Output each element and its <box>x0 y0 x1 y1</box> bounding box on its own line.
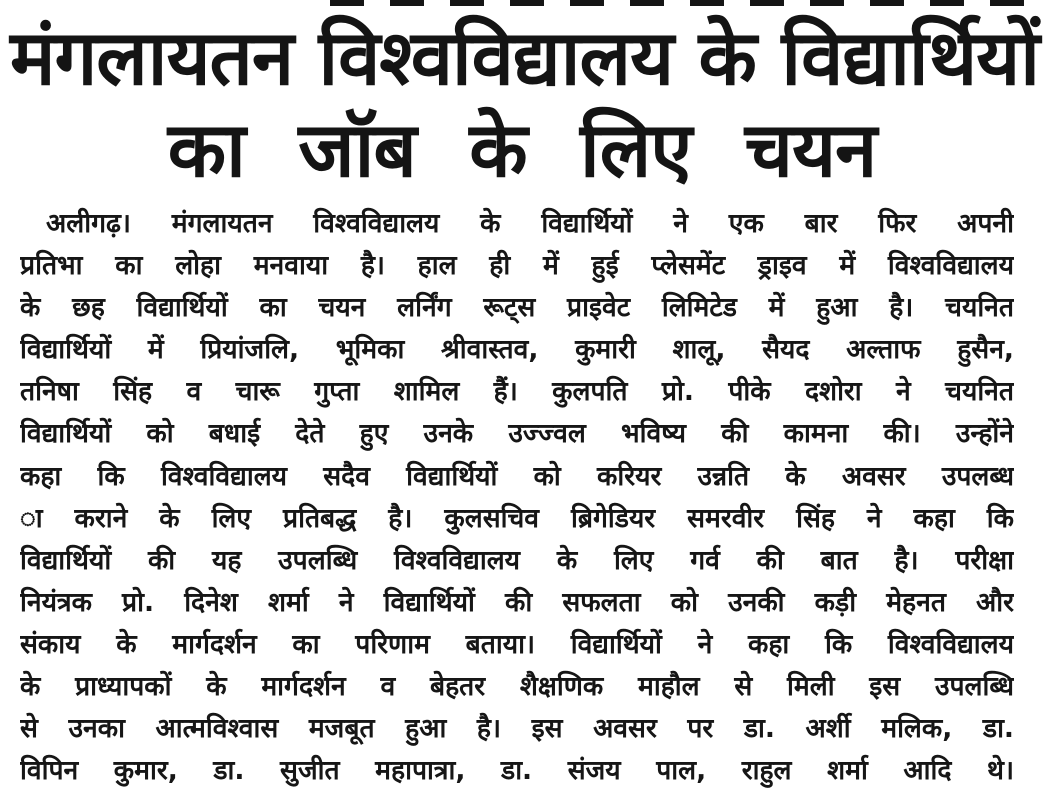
body-line: विद्यार्थियों में प्रियांजलि, भूमिका श्रीवास्तव, कुमारी शालू, सैयद अल्ताफ हुसैन, <box>20 334 1014 366</box>
body-line: प्रतिभा का लोहा मनवाया है। हाल ही में हुई प्लेसमेंट ड्राइव में विश्वविद्यालय <box>20 250 1014 282</box>
body-line: नियंत्रक प्रो. दिनेश शर्मा ने विद्यार्थियों की सफलता को उनकी कड़ी मेहनत और <box>20 586 1014 618</box>
body-line: विद्यार्थियों को बधाई देते हुए उनके उज्ज्वल भविष्य की कामना की। उन्होंने <box>20 418 1014 450</box>
body-line: विद्यार्थियों की यह उपलब्धि विश्वविद्यालय के लिए गर्व की बात है। परीक्षा <box>20 544 1014 576</box>
body-line: ा कराने के लिए प्रतिबद्ध है। कुलसचिव ब्रिगेडियर समरवीर सिंह ने कहा कि <box>20 502 1014 534</box>
body-line: अलीगढ़। मंगलायतन विश्वविद्यालय के विद्यार्थियों ने एक बार फिर अपनी <box>46 208 1014 239</box>
body-line: के छह विद्यार्थियों का चयन लर्निंग रूट्स प्राइवेट लिमिटेड में हुआ है। चयनित <box>20 292 1014 324</box>
headline-line-2: का जॉब के लिए चयन <box>167 105 877 194</box>
cropped-previous-headline <box>330 0 1030 6</box>
headline-line-1: मंगलायतन विश्वविद्यालय के विद्यार्थियों <box>10 13 1039 102</box>
article-headline <box>10 12 1039 196</box>
body-line: विपिन कुमार, डा. सुजीत महापात्रा, डा. संजय पाल, राहुल शर्मा आदि थे। <box>20 755 1014 787</box>
body-line: से उनका आत्मविश्वास मजबूत हुआ है। इस अवसर पर डा. अर्शी मलिक, डा. <box>20 713 1014 745</box>
body-line: संकाय के मार्गदर्शन का परिणाम बताया। विद्यार्थियों ने कहा कि विश्वविद्यालय <box>20 628 1014 660</box>
body-line: तनिषा सिंह व चारू गुप्ता शामिल हैं। कुलपति प्रो. पीके दशोरा ने चयनित <box>20 376 1014 408</box>
article-body <box>20 203 1014 792</box>
body-line: कहा कि विश्वविद्यालय सदैव विद्यार्थियों को करियर उन्नति के अवसर उपलब्ध <box>20 460 1014 492</box>
body-line: के प्राध्यापकों के मार्गदर्शन व बेहतर शैक्षणिक माहौल से मिली इस उपलब्धि <box>20 671 1014 703</box>
